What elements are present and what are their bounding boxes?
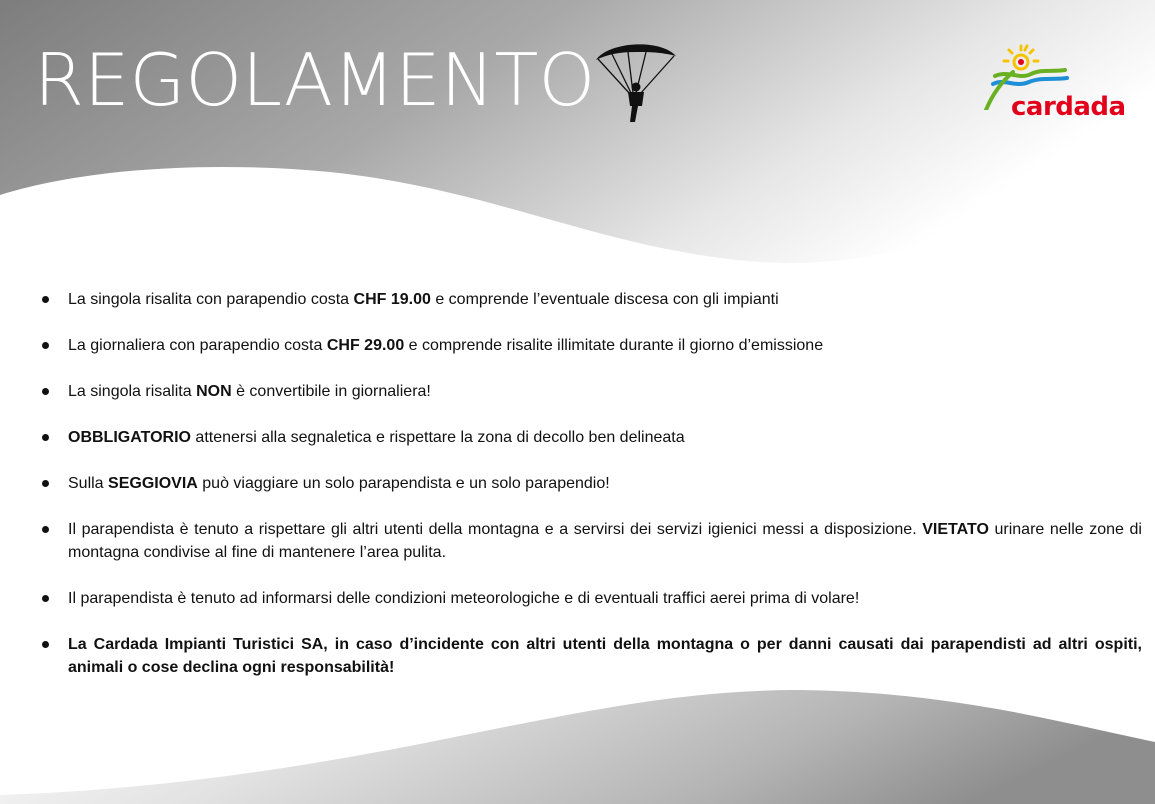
- rule-text: La singola risalita con parapendio costa: [68, 291, 354, 308]
- bullet-icon: [42, 480, 49, 487]
- bottom-wave: [0, 690, 1155, 804]
- rule-text: urinare nelle zone di montagna condivise al fine di mantenere l’area pulita.: [68, 521, 1142, 561]
- rule-text: La giornaliera con parapendio costa: [68, 337, 327, 354]
- rule-item: [40, 633, 1142, 679]
- rule-text: può viaggiare un solo parapendista e un solo parapendio!: [197, 475, 610, 492]
- rule-emphasis: CHF 19.00: [353, 291, 431, 308]
- rule-item: [40, 380, 1142, 403]
- rule-text: Il parapendista è tenuto a rispettare gli altri utenti della montagna e a servirsi dei servizi igienici messi a disposizione.: [68, 521, 923, 538]
- rules-list: [40, 288, 1142, 702]
- rule-emphasis: NON: [196, 383, 232, 400]
- rule-emphasis: VIETATO: [922, 521, 989, 538]
- rule-emphasis: OBBLIGATORIO: [68, 429, 191, 446]
- rule-text: Sulla: [68, 475, 109, 492]
- rule-item: [40, 426, 1142, 449]
- rule-emphasis: SEGGIOVIA: [108, 475, 198, 492]
- bullet-icon: [42, 434, 49, 441]
- rule-emphasis: CHF 29.00: [326, 337, 405, 354]
- rule-item: [40, 518, 1142, 564]
- bullet-icon: [42, 296, 49, 303]
- cardada-logo: [975, 40, 1126, 130]
- rule-item: [40, 288, 1142, 311]
- rule-text: e comprende risalite illimitate durante il giorno d’emissione: [404, 337, 824, 354]
- bullet-icon: [42, 526, 49, 533]
- rule-text: e comprende l’eventuale discesa con gli impianti: [430, 291, 779, 308]
- rule-item: [40, 334, 1142, 357]
- rule-item: [40, 472, 1142, 495]
- rule-text: La singola risalita: [68, 383, 197, 400]
- bullet-icon: [42, 641, 49, 648]
- rule-text: Il parapendista è tenuto ad informarsi delle condizioni meteorologiche e di eventuali traffici aerei prima di volare!: [68, 590, 860, 607]
- rule-text: attenersi alla segnaletica e rispettare la zona di decollo ben delineata: [190, 429, 685, 446]
- page-title: REGOLAMENTO: [34, 38, 596, 122]
- logo-text: cardada: [1011, 92, 1126, 122]
- bullet-icon: [42, 595, 49, 602]
- paraglider-icon: [590, 38, 680, 124]
- rule-item: [40, 587, 1142, 610]
- bullet-icon: [42, 342, 49, 349]
- rule-text: è convertibile in giornaliera!: [231, 383, 431, 400]
- bullet-icon: [42, 388, 49, 395]
- rule-emphasis: La Cardada Impianti Turistici SA, in caso d’incidente con altri utenti della montagna o per danni causati dai parapendisti ad altri ospiti, animali o cose declina ogni responsabilità!: [68, 636, 1142, 676]
